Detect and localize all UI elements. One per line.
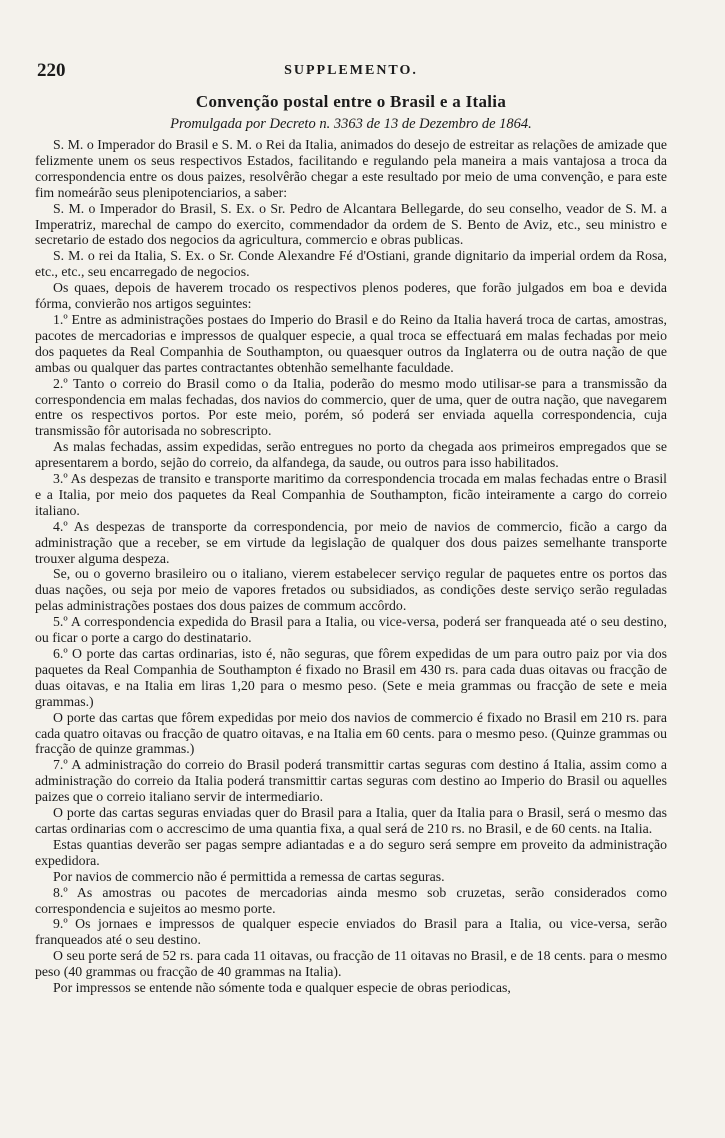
paragraph: S. M. o Imperador do Brasil e S. M. o Rei da Italia, animados do desejo de estreitar as relações de amizade que felizmente unem os seus respectivos Estados, facilitando e regulando pela maneira a mais vantajosa a troca da correspondencia entre os dous paizes, resolvêrão chegar a este resultado por meio de uma convenção, e para este fim nomeárão seus plenipotenciarios, a saber: <box>35 137 667 200</box>
paragraph: 7.º A administração do correio do Brasil poderá transmittir cartas seguras com destino á Italia, assim como a administração do correio da Italia poderá transmittir cartas seguras com destino ao Imperio do Brasil ou aquelles paizes que o correio italiano servir de intermediario. <box>35 757 667 805</box>
paragraph: As malas fechadas, assim expedidas, serão entregues no porto da chegada aos primeiros empregados que se apresentarem a bordo, sejão do correio, da alfandega, da saude, ou outros para isso habilitados. <box>35 439 667 471</box>
paragraph: 9.º Os jornaes e impressos de qualquer especie enviados do Brasil para a Italia, ou vice-versa, serão franqueados até o seu destino. <box>35 916 667 948</box>
paragraph: 4.º As despezas de transporte da correspondencia, por meio de navios de commercio, ficão a cargo da administração que a receber, se em virtude da legislação de qualquer dos dous paizes semelhante transporte trouxer alguma despeza. <box>35 518 667 566</box>
paragraph: 1.º Entre as administrações postaes do Imperio do Brasil e do Reino da Italia haverá troca de cartas, amostras, pacotes de mercadorias e impressos de qualquer especie, a qual troca se effectuará em malas fechadas por meio dos paquetes da Real Companhia de Southampton, ou quaesquer outros da Inglaterra ou de outra nação de que ambas ou qualquer das partes contractantes obtenhão semelhante faculdade. <box>35 311 667 375</box>
running-head: SUPPLEMENTO. <box>284 63 418 78</box>
paragraph: 2.º Tanto o correio do Brasil como o da Italia, poderão do mesmo modo utilisar-se para a transmissão da correspondencia em malas fechadas, dos navios do commercio, quer de uma, quer de outra nação, que navegarem entre os respectivos portos. Por este meio, porém, só poderá ser enviada aquella correspondencia, cuja transmissão fôr autorisada no sobrescripto. <box>35 375 667 439</box>
document-body <box>35 137 667 996</box>
paragraph: Por navios de commercio não é permittida a remessa de cartas seguras. <box>53 868 445 884</box>
paragraph: O porte das cartas que fôrem expedidas por meio dos navios de commercio é fixado no Brasil em 210 rs. para cada quatro oitavas ou fracção de quatro oitavas, e na Italia em 60 cents. para o mesmo peso. (Quinze grammas ou fracção de quinze grammas.) <box>35 709 667 757</box>
document-subtitle: Promulgada por Decreto n. 3363 de 13 de Dezembro de 1864. <box>170 116 532 132</box>
paragraph: Se, ou o governo brasileiro ou o italiano, vierem estabelecer serviço regular de paquetes entre os portos das duas nações, ou seja por meio de vapores fretados ou subsidiados, as condições deste serviço serão reguladas pelas administrações postaes dos dous paizes de commum accôrdo. <box>35 566 667 614</box>
paragraph: 6.º O porte das cartas ordinarias, isto é, não seguras, que fôrem expedidas de um para outro paiz por via dos paquetes da Real Companhia de Southampton é fixado no Brasil em 430 rs. para cada duas oitavas ou fracção de duas oitavas, e na Italia em liras 1,20 para o mesmo peso. (Sete e meia grammas ou fracção de sete e meia grammas.) <box>35 646 667 709</box>
paragraph: O seu porte será de 52 rs. para cada 11 oitavas, ou fracção de 11 oitavas no Brasil, e de 18 cents. para o mesmo peso (40 grammas ou fracção de 40 grammas na Italia). <box>35 948 667 980</box>
page-header <box>35 60 667 86</box>
paragraph: 8.º As amostras ou pacotes de mercadorias ainda mesmo sob cruzetas, serão considerados como correspondencia e sujeitos ao mesmo porte. <box>35 884 667 916</box>
paragraph: S. M. o rei da Italia, S. Ex. o Sr. Conde Alexandre Fé d'Ostiani, grande dignitario da imperial ordem da Rosa, etc., etc., seu encarregado de negocios. <box>35 248 667 280</box>
paragraph: 5.º A correspondencia expedida do Brasil para a Italia, ou vice-versa, poderá ser franqueada até o seu destino, ou ficar o porte a cargo do destinatario. <box>35 614 667 646</box>
page-number: 220 <box>37 60 66 81</box>
paragraph: Estas quantias deverão ser pagas sempre adiantadas e a do seguro será sempre em proveito da administração expedidora. <box>35 836 667 868</box>
paragraph: S. M. o Imperador do Brasil, S. Ex. o Sr. Pedro de Alcantara Bellegarde, do seu conselho, veador de S. M. a Imperatriz, marechal de campo do exercito, commendador da ordem de S. Bento de Aviz, etc., seu ministro e secretario de estado dos negocios da agricultura, commercio e obras publicas. <box>35 200 667 248</box>
paragraph: Os quaes, depois de haverem trocado os respectivos plenos poderes, que forão julgados em boa e devida fórma, convierão nos artigos seguintes: <box>35 280 667 312</box>
paragraph: O porte das cartas seguras enviadas quer do Brasil para a Italia, quer da Italia para o Brasil, será o mesmo das cartas ordinarias com o accrescimo de uma quantia fixa, a qual será de 210 rs. no Brasil, e de 60 cents. na Italia. <box>35 805 667 836</box>
paragraph: Por impressos se entende não sómente toda e qualquer especie de obras periodicas, <box>53 980 511 996</box>
document-title: Convenção postal entre o Brasil e a Italia <box>195 92 507 111</box>
paragraph: 3.º As despezas de transito e transporte maritimo da correspondencia trocada em malas fechadas entre o Brasil e a Italia, por meio dos paquetes da Real Companhia de Southampton, ficão inteiramente a cargo do correio italiano. <box>35 471 667 518</box>
